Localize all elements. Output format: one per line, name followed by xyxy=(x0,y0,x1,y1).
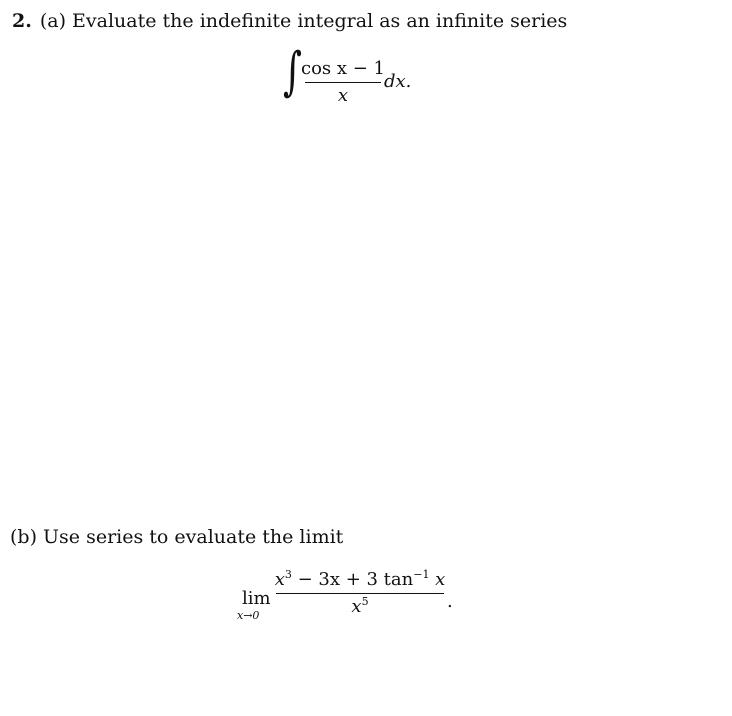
problem-2a-heading xyxy=(12,12,567,31)
numerator-tail: x xyxy=(429,569,446,590)
denominator-exponent: 5 xyxy=(361,595,369,608)
differential-dx: dx. xyxy=(384,71,412,92)
limit-period: . xyxy=(447,591,453,612)
integrand-numerator: cos x − 1 xyxy=(301,58,386,79)
integral-sign: ∫ xyxy=(283,42,302,102)
problem-2b-heading xyxy=(10,528,343,547)
lim-subscript: x→0 xyxy=(237,609,260,622)
numerator-middle: − 3x + 3 tan xyxy=(291,569,414,590)
part-b-prompt: Use series to evaluate the limit xyxy=(43,526,344,548)
fraction-bar xyxy=(276,593,444,594)
fraction-bar xyxy=(305,82,381,83)
arctan-exponent: −1 xyxy=(413,568,430,581)
limit-numerator xyxy=(274,568,446,590)
part-b-label: (b) xyxy=(10,526,37,548)
limit-fraction xyxy=(274,568,446,617)
integral-expression xyxy=(283,42,463,118)
denominator-x: x xyxy=(351,596,362,617)
part-a-label: (a) xyxy=(39,10,66,32)
lim-operator: lim xyxy=(242,588,271,609)
limit-expression xyxy=(236,568,476,632)
part-a-prompt: Evaluate the indefinite integral as an infinite series xyxy=(72,10,568,32)
problem-number: 2. xyxy=(12,10,32,32)
integrand-denominator: x xyxy=(337,85,349,106)
numerator-x: x xyxy=(274,569,285,590)
integrand-fraction xyxy=(301,58,386,106)
limit-denominator xyxy=(351,595,369,617)
numerator-x-exponent: 3 xyxy=(284,568,292,581)
